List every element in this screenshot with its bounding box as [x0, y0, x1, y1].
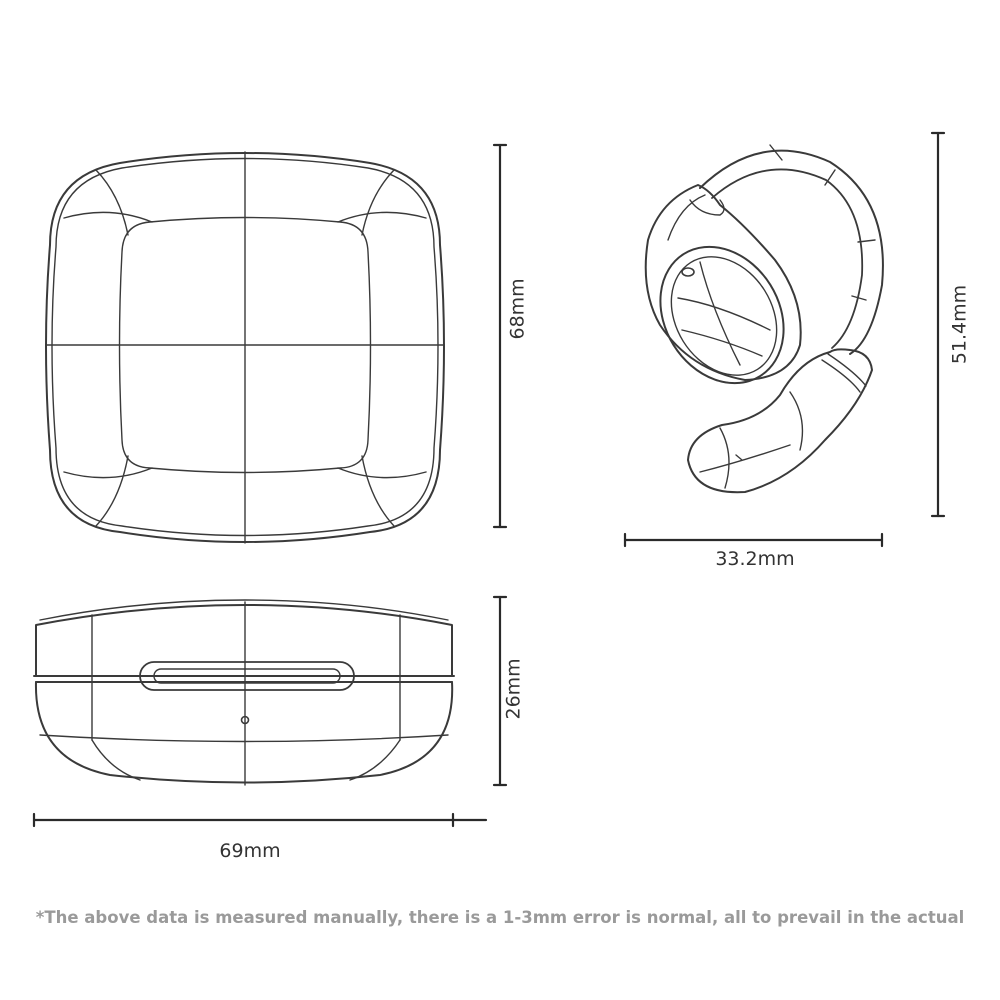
earbud-touch-pad: [636, 224, 809, 407]
case-side-lid: [36, 605, 452, 676]
case-side-view: [34, 600, 454, 785]
earbud-hook-inner: [712, 169, 862, 348]
earbud-sensor-icon: [682, 268, 694, 276]
earbud-pad-grid: [678, 262, 770, 365]
dim-label-case-depth: 68mm: [506, 278, 529, 340]
case-side-base: [36, 682, 452, 783]
case-side-lid-top: [40, 600, 448, 620]
earbud-body-ridge: [668, 195, 724, 240]
earbud-body: [646, 185, 801, 380]
dim-line-69mm: [34, 814, 486, 826]
earbud-stem-band: [822, 354, 866, 392]
measurement-note: *The above data is measured manually, there is a 1-3mm error is normal, all to prevail in the actual: [35, 908, 965, 927]
earbud-view: [636, 145, 883, 492]
earbud-stem-mic-icon: [736, 455, 742, 460]
dim-label-case-width: 69mm: [219, 840, 281, 862]
dim-label-earbud-height: 51.4mm: [948, 284, 971, 365]
dim-label-case-height: 26mm: [502, 658, 525, 720]
dimension-lines: [34, 133, 944, 826]
case-side-seam: [34, 676, 454, 682]
dim-line-33-2mm: [625, 534, 882, 546]
dim-line-51-4mm: [932, 133, 944, 516]
earbud-hook: [700, 151, 883, 354]
case-top-view: [46, 152, 444, 543]
dim-label-earbud-width: 33.2mm: [715, 548, 795, 570]
dim-line-68mm: [494, 145, 506, 527]
